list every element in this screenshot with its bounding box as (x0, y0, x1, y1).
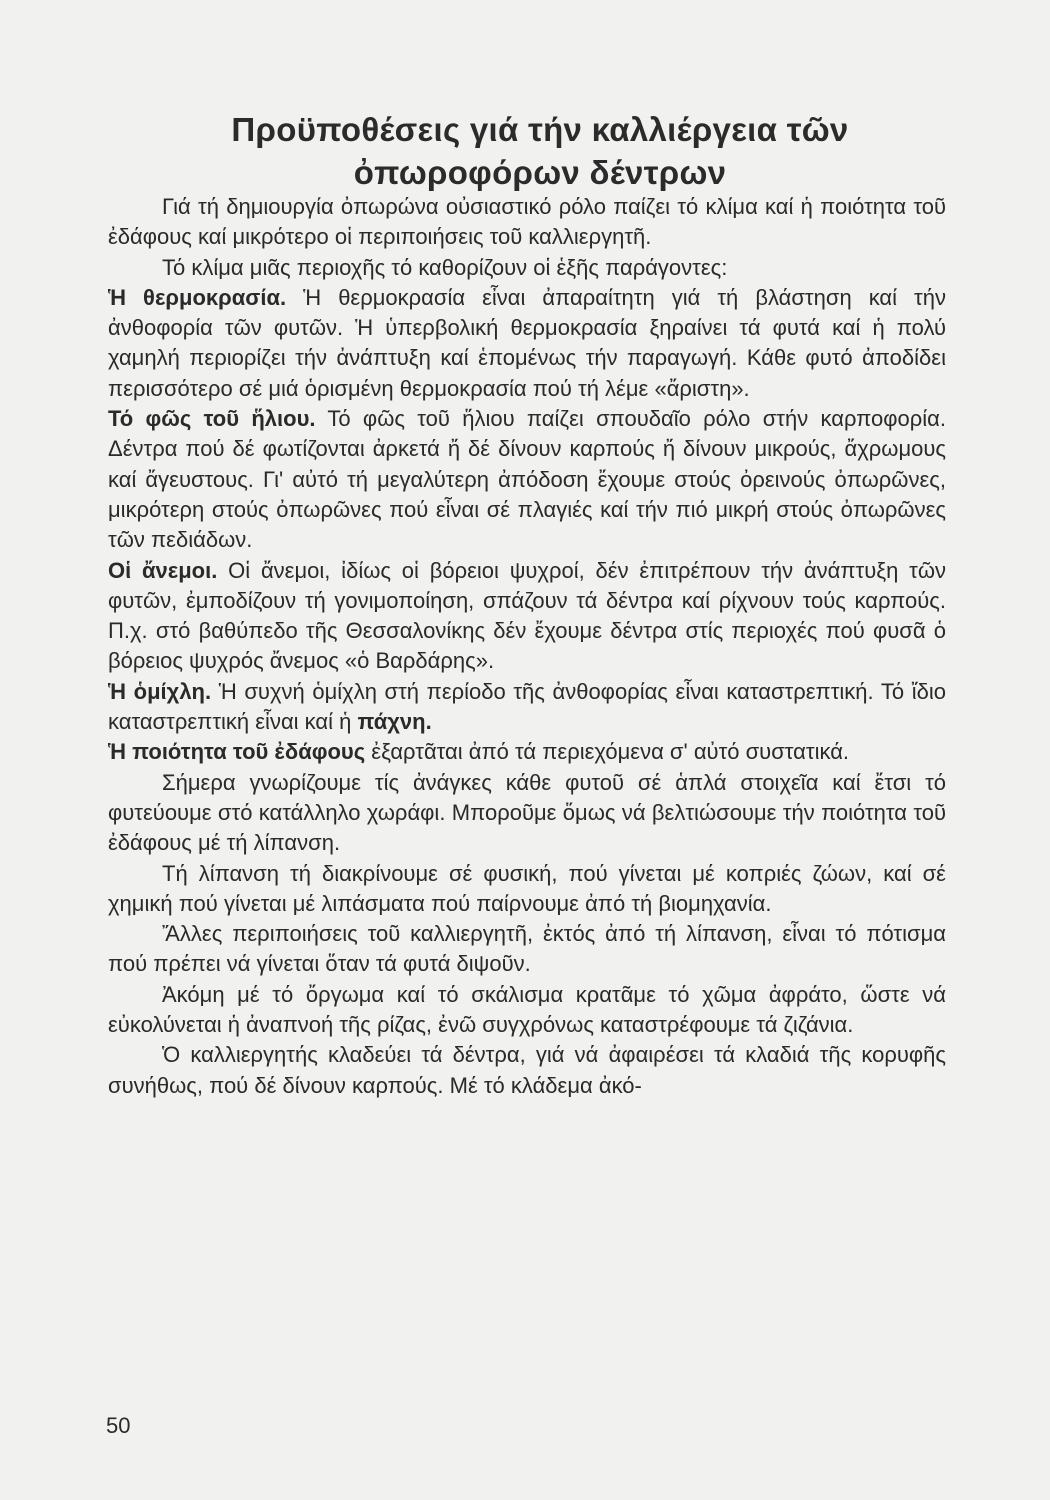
text-sunlight: Τό φῶς τοῦ ἥλιου παίζει σπουδαῖο ρόλο στήν καρποφορία. Δέντρα πού δέ φωτίζονται ἀρκετά ἤ δέ δίνουν καρπούς ἤ δίνουν μικρούς, ἄχρωμους καί ἄγευστους. Γι' αὐτό τή μεγαλύτερη ἀπόδοση ἔχουμε στούς ὀρεινούς ὀπωρῶνες, μικρότερη στούς ὀπωρῶνες πού εἶναι σέ πλαγιές καί τήν πιό μικρή στούς ὀπωρῶνες τῶν πεδιάδων. (108, 406, 946, 553)
text-fog: Ἡ συχνή ὁμίχλη στή περίοδο τῆς ἀνθοφορίας εἶναι καταστρεπτική. Τό ἴδιο καταστρεπτική εἶναι καί ἡ (108, 678, 946, 735)
paragraph-climate-factors: Τό κλίμα μιᾶς περιοχῆς τό καθορίζουν οἱ ἑξῆς παράγοντες: (162, 254, 728, 280)
text-winds: Οἱ ἄνεμοι, ἰδίως οἱ βόρειοι ψυχροί, δέν ἐπιτρέπουν τήν ἀνάπτυξη τῶν φυτῶν, ἐμποδίζουν τή γονιμοποίηση, σπάζουν τά δέντρα καί ρίχνουν τούς καρπούς. Π.χ. στό βαθύπεδο τῆς Θεσσαλονίκης δέν ἔχουμε δέντρα στίς περιοχές πού φυσᾶ ὁ βόρειος ψυχρός ἄνεμος «ὁ Βαρδάρης». (108, 557, 947, 674)
paragraph-sunlight (108, 404, 946, 555)
title-line-2: ὀπωροφόρων δέντρων (353, 154, 727, 191)
paragraph-intro: Γιά τή δημιουργία ὀπωρώνα οὐσιαστικό ρόλο παίζει τό κλίμα καί ἡ ποιότητα τοῦ ἐδάφους καί μικρότερο οἱ περιποιήσεις τοῦ καλλιεργητῆ. (108, 194, 946, 250)
paragraph-soil-quality (108, 737, 946, 767)
paragraph-plant-needs: Σήμερα γνωρίζουμε τίς ἀνάγκες κάθε φυτοῦ σέ ἁπλά στοιχεῖα καί ἔτσι τό φυτεύουμε στό κατάλληλο χωράφι. Μποροῦμε ὅμως νά βελτιώσουμε τήν ποιότητα τοῦ ἐδάφους μέ τή λίπανση. (108, 769, 946, 856)
heading-sunlight: Τό φῶς τοῦ ἥλιου. (108, 406, 316, 432)
text-temperature: Ἡ θερμοκρασία εἶναι ἀπαραίτητη γιά τή βλάστηση καί τήν ἀνθοφορία τῶν φυτῶν. Ἡ ὑπερβολική θερμοκρασία ξηραίνει τά φυτά καί ἡ πολύ χαμηλή περιορίζει τήν ἀνάπτυξη καί ἑπομένως τήν παραγωγή. Κάθε φυτό ἀποδίδει περισσότερο σέ μιά ὁρισμένη θερμοκρασία πού τή λέμε «ἄριστη». (108, 284, 946, 401)
heading-temperature: Ἡ θερμοκρασία. (108, 284, 287, 310)
paragraph-fog (108, 677, 946, 738)
paragraph-ploughing: Ἀκόμη μέ τό ὄργωμα καί τό σκάλισμα κρατᾶμε τό χῶμα ἀφράτο, ὥστε νά εὐκολύνεται ἡ ἀναπνοή τῆς ρίζας, ἐνῶ συγχρόνως καταστρέφουμε τά ζιζάνια. (108, 981, 946, 1038)
paragraph-watering: Ἄλλες περιποιήσεις τοῦ καλλιεργητῆ, ἐκτός ἀπό τή λίπανση, εἶναι τό πότισμα πού πρέπει νά γίνεται ὅταν τά φυτά διψοῦν. (108, 921, 946, 977)
paragraph-fertilization: Τή λίπανση τή διακρίνουμε σέ φυσική, πού γίνεται μέ κοπριές ζώων, καί σέ χημική πού γίνεται μέ λιπάσματα πού παίρνουμε ἀπό τή βιομηχανία. (108, 860, 946, 916)
heading-soil-quality: Ἡ ποιότητα τοῦ ἐδάφους (108, 739, 366, 765)
body-text (108, 192, 946, 1101)
text-soil-quality: ἐξαρτᾶται ἀπό τά περιεχόμενα σ' αὐτό συστατικά. (365, 739, 850, 765)
paragraph-pruning: Ὁ καλλιεργητής κλαδεύει τά δέντρα, γιά νά ἀφαιρέσει τά κλαδιά τῆς κορυφῆς συνήθως, πού δέ δίνουν καρπούς. Μέ τό κλάδεμα ἀκό- (108, 1042, 946, 1098)
page-title (0, 108, 1050, 194)
heading-fog: Ἡ ὁμίχλη. (108, 678, 212, 704)
paragraph-temperature (108, 283, 946, 404)
page-number: 50 (106, 1413, 131, 1438)
term-frost: πάχνη. (357, 709, 432, 735)
heading-winds: Οἱ ἄνεμοι. (108, 557, 218, 583)
title-line-1: Προϋποθέσεις γιά τήν καλλιέργεια τῶν (231, 111, 849, 148)
paragraph-winds (108, 556, 946, 677)
